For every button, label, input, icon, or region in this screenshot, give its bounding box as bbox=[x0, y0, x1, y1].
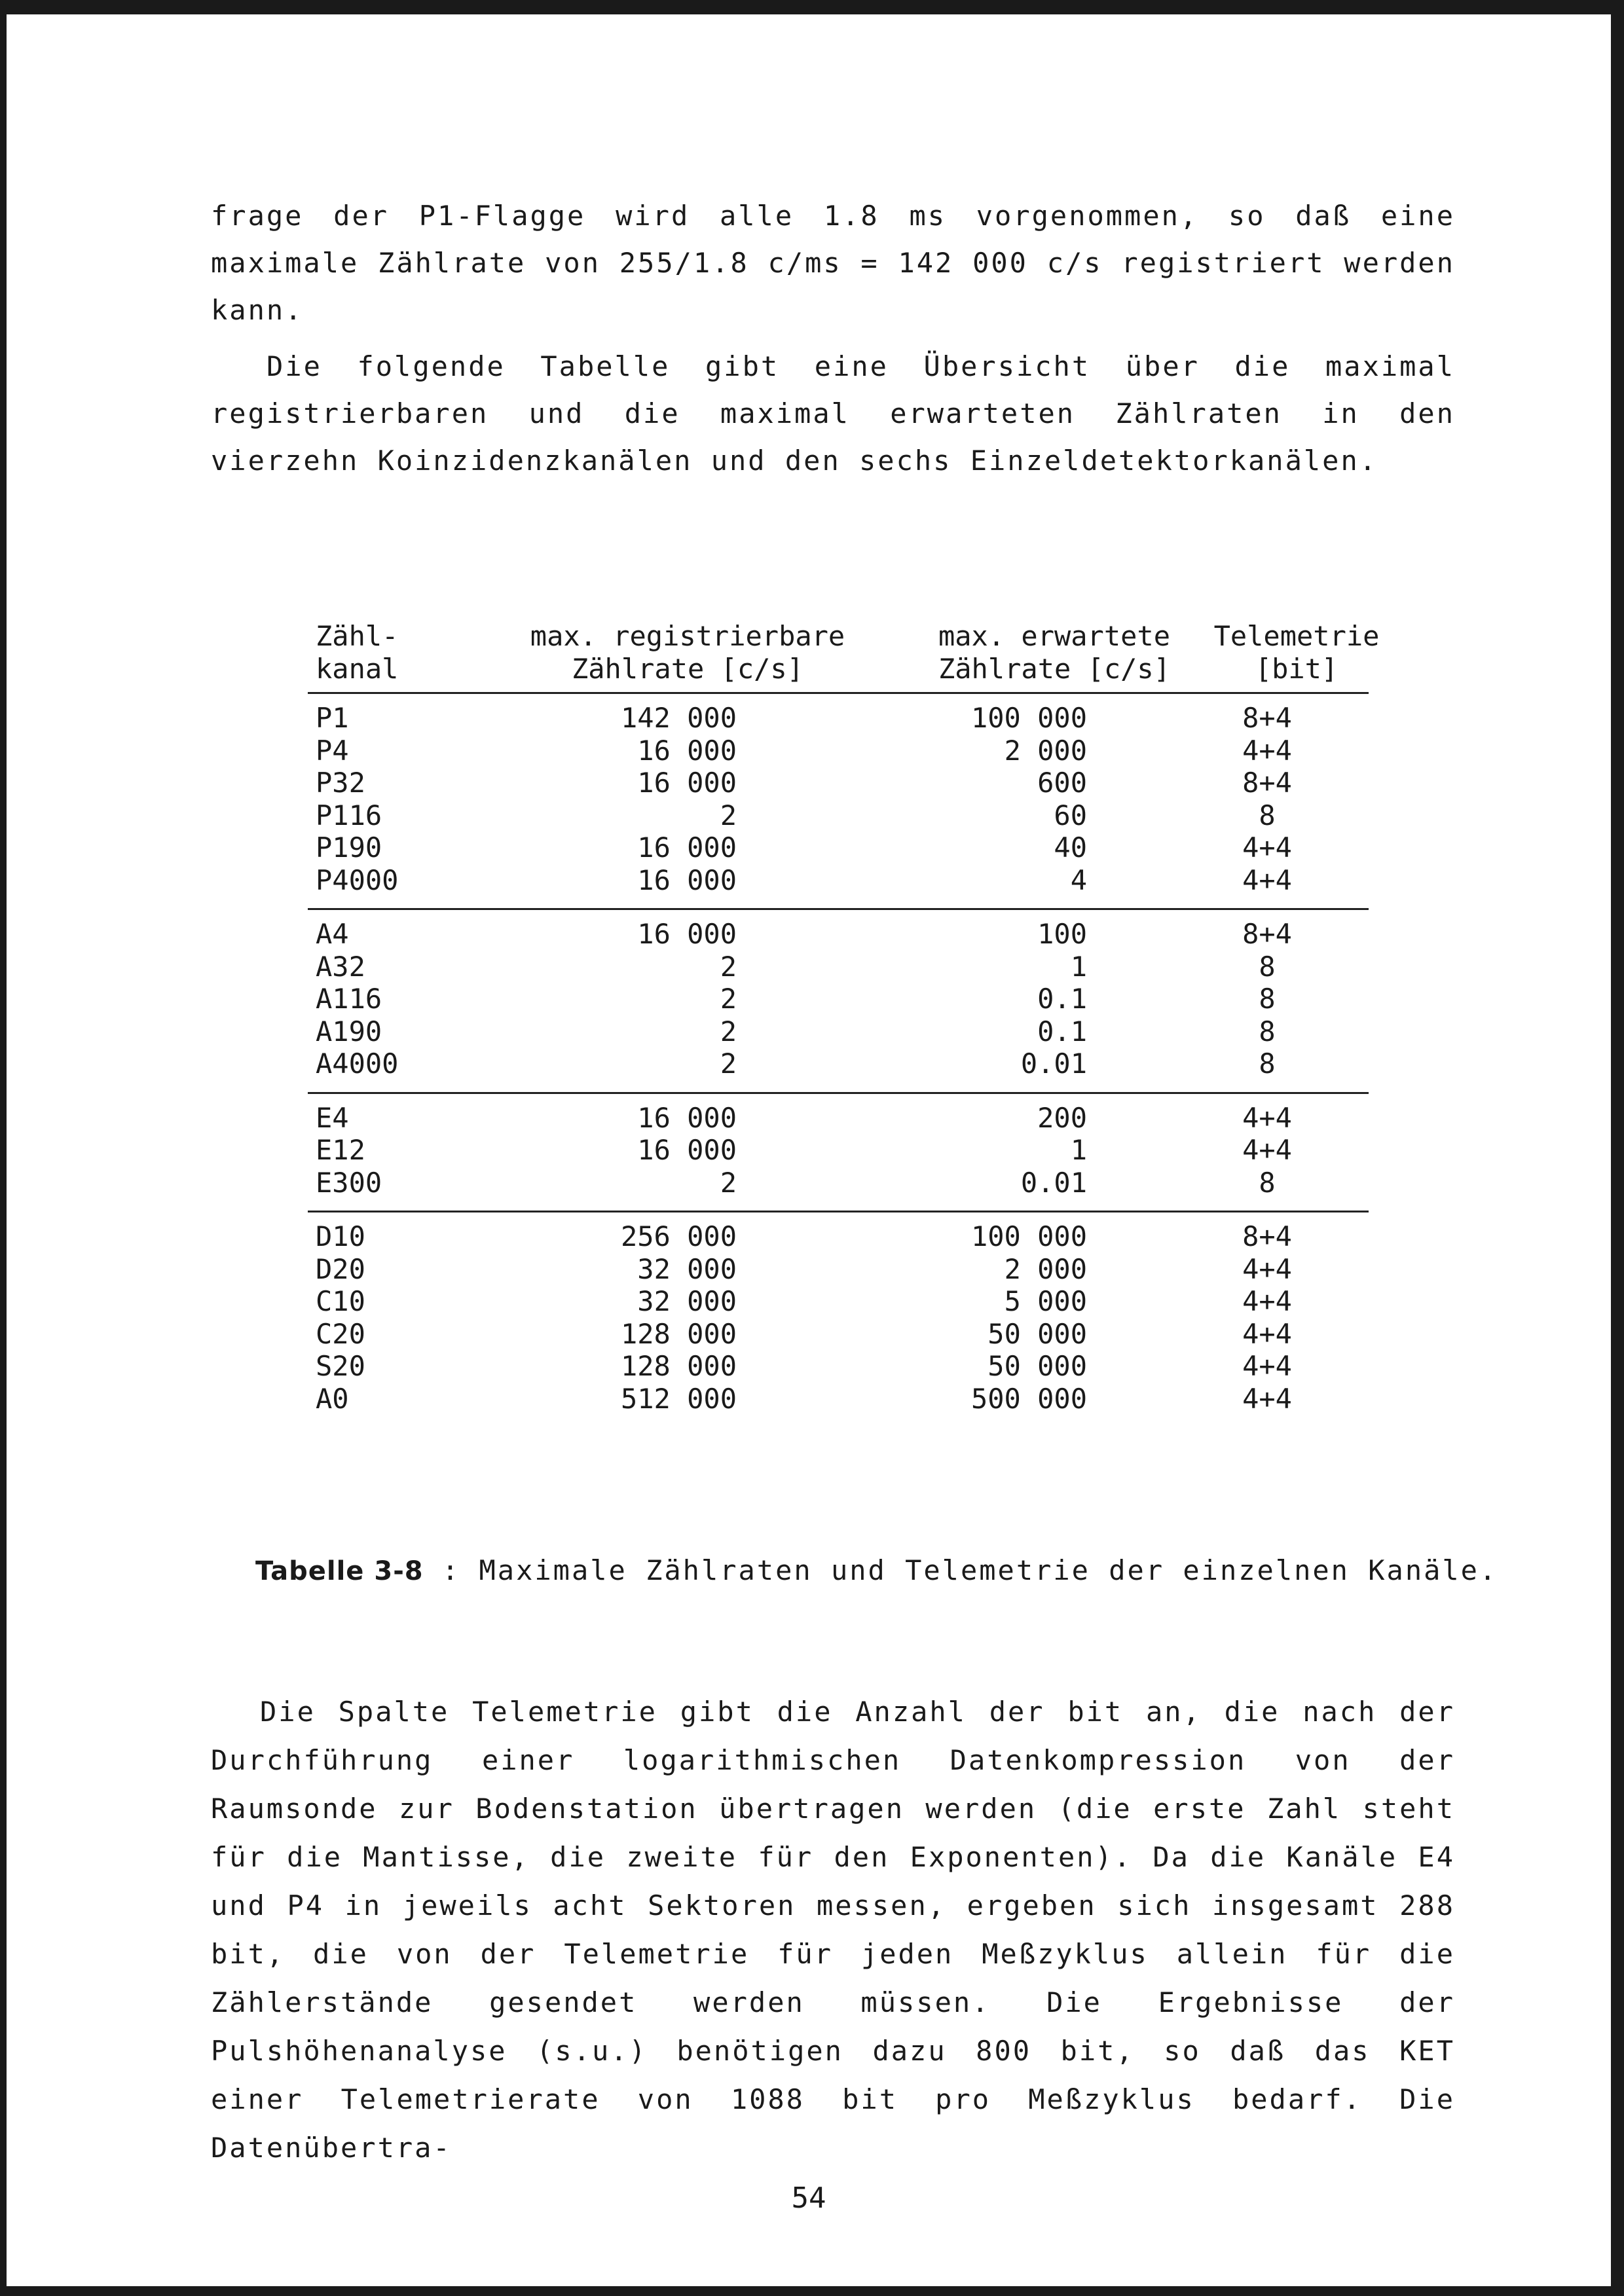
cell-registrierbar: 16 000 bbox=[637, 734, 737, 767]
header-telemetrie: Telemetrie [bit] bbox=[1213, 620, 1380, 685]
cell-telemetrie: 8+4 bbox=[1242, 767, 1292, 799]
cell-registrierbar: 2 bbox=[720, 983, 737, 1015]
cell-erwartet: 0.01 bbox=[1020, 1166, 1087, 1199]
table-row bbox=[308, 1318, 1369, 1351]
cell-kanal: P190 bbox=[316, 831, 382, 864]
table-row bbox=[308, 702, 1369, 735]
table-group bbox=[308, 1094, 1369, 1211]
cell-kanal: D20 bbox=[316, 1252, 365, 1285]
cell-erwartet: 100 bbox=[1037, 918, 1087, 950]
table-row bbox=[308, 983, 1369, 1015]
cell-kanal: P116 bbox=[316, 799, 382, 831]
cell-telemetrie: 8+4 bbox=[1242, 1220, 1292, 1252]
cell-erwartet: 200 bbox=[1037, 1101, 1087, 1134]
header-erwartet: max. erwartete Zählrate [c/s] bbox=[938, 620, 1170, 685]
cell-erwartet: 1 bbox=[1070, 1134, 1087, 1166]
table-body bbox=[308, 692, 1369, 1427]
cell-kanal: A190 bbox=[316, 1015, 382, 1048]
table-group bbox=[308, 910, 1369, 1092]
cell-kanal: E12 bbox=[316, 1134, 365, 1166]
cell-registrierbar: 256 000 bbox=[620, 1220, 737, 1252]
cell-erwartet: 1 bbox=[1070, 950, 1087, 983]
cell-kanal: E300 bbox=[316, 1166, 382, 1199]
header-kanal: Zähl- kanal bbox=[316, 620, 399, 685]
table-row bbox=[308, 1220, 1369, 1253]
cell-telemetrie: 4+4 bbox=[1242, 864, 1292, 896]
cell-telemetrie: 4+4 bbox=[1242, 1285, 1292, 1317]
table-row bbox=[308, 1048, 1369, 1080]
document-page bbox=[7, 14, 1611, 2286]
cell-registrierbar: 128 000 bbox=[620, 1350, 737, 1382]
table-group bbox=[308, 1212, 1369, 1427]
cell-telemetrie: 8 bbox=[1259, 1015, 1276, 1048]
cell-registrierbar: 16 000 bbox=[637, 864, 737, 896]
cell-telemetrie: 8+4 bbox=[1242, 702, 1292, 734]
table-row bbox=[308, 799, 1369, 832]
header-registrierbar: max. registrierbare Zählrate [c/s] bbox=[530, 620, 845, 685]
cell-registrierbar: 16 000 bbox=[637, 1101, 737, 1134]
cell-kanal: A116 bbox=[316, 983, 382, 1015]
table-row bbox=[308, 864, 1369, 897]
cell-telemetrie: 4+4 bbox=[1242, 831, 1292, 864]
cell-kanal: P4000 bbox=[316, 864, 399, 896]
cell-erwartet: 500 000 bbox=[970, 1382, 1087, 1415]
count-rate-table bbox=[308, 620, 1380, 1427]
table-row bbox=[308, 767, 1369, 799]
table-row bbox=[308, 1253, 1369, 1286]
cell-telemetrie: 8 bbox=[1259, 1048, 1276, 1080]
cell-kanal: S20 bbox=[316, 1350, 365, 1382]
cell-kanal: A4 bbox=[316, 918, 349, 950]
cell-telemetrie: 4+4 bbox=[1242, 1317, 1292, 1350]
cell-registrierbar: 128 000 bbox=[620, 1317, 737, 1350]
cell-erwartet: 60 bbox=[1054, 799, 1087, 831]
cell-kanal: P4 bbox=[316, 734, 349, 767]
table-row bbox=[308, 918, 1369, 951]
cell-erwartet: 100 000 bbox=[970, 1220, 1087, 1252]
cell-kanal: D10 bbox=[316, 1220, 365, 1252]
cell-kanal: A0 bbox=[316, 1382, 349, 1415]
cell-erwartet: 0.1 bbox=[1037, 1015, 1087, 1048]
cell-kanal: C20 bbox=[316, 1317, 365, 1350]
paragraph-table-intro: Die folgende Tabelle gibt eine Übersicht über die maximal registrierbaren und die maximal erwarteten Zählraten in den vierzehn Koinzidenzkanälen und den sechs Einzeldetektorkanälen. bbox=[211, 350, 1455, 477]
cell-registrierbar: 32 000 bbox=[637, 1285, 737, 1317]
cell-registrierbar: 2 bbox=[720, 799, 737, 831]
paragraph-telemetry: Die Spalte Telemetrie gibt die Anzahl der bit an, die nach der Durchführung einer logarithmischen Datenkompression von der Raumsonde zur Bodenstation übertragen werden (die erste Zahl steht für die Mantisse, die zweite für den Exponenten). Da die Kanäle E4 und P4 in jeweils acht Sektoren messen, ergeben sich insgesamt 288 bit, die von der Telemetrie für jeden Meßzyklus allein für die Zählerstände gesendet werden müssen. Die Ergebnisse der Pulshöhenanalyse (s.u.) benötigen dazu 800 bit, so daß das KET einer Telemetrierate von 1088 bit pro Meßzyklus bedarf. Die Datenübertra- bbox=[211, 1696, 1455, 2164]
cell-erwartet: 5 000 bbox=[1004, 1285, 1087, 1317]
cell-kanal: C10 bbox=[316, 1285, 365, 1317]
cell-registrierbar: 2 bbox=[720, 1166, 737, 1199]
cell-telemetrie: 4+4 bbox=[1242, 1252, 1292, 1285]
table-row bbox=[308, 1102, 1369, 1135]
cell-registrierbar: 142 000 bbox=[620, 702, 737, 734]
cell-registrierbar: 32 000 bbox=[637, 1252, 737, 1285]
cell-erwartet: 2 000 bbox=[1004, 1252, 1087, 1285]
cell-kanal: P32 bbox=[316, 767, 365, 799]
table-group bbox=[308, 694, 1369, 908]
cell-erwartet: 100 000 bbox=[970, 702, 1087, 734]
cell-registrierbar: 2 bbox=[720, 1048, 737, 1080]
cell-registrierbar: 2 bbox=[720, 1015, 737, 1048]
table-caption bbox=[255, 1554, 1498, 1586]
cell-telemetrie: 4+4 bbox=[1242, 1101, 1292, 1134]
cell-telemetrie: 4+4 bbox=[1242, 1134, 1292, 1166]
paragraph-intro: frage der P1-Flagge wird alle 1.8 ms vorgenommen, so daß eine maximale Zählrate von 255/1.8 c/ms = 142 000 c/s registriert werden kann. bbox=[211, 200, 1455, 326]
cell-telemetrie: 8+4 bbox=[1242, 918, 1292, 950]
cell-erwartet: 2 000 bbox=[1004, 734, 1087, 767]
cell-erwartet: 4 bbox=[1070, 864, 1087, 896]
cell-telemetrie: 8 bbox=[1259, 983, 1276, 1015]
cell-kanal: E4 bbox=[316, 1101, 349, 1134]
cell-kanal: P1 bbox=[316, 702, 349, 734]
cell-erwartet: 600 bbox=[1037, 767, 1087, 799]
cell-kanal: A4000 bbox=[316, 1048, 399, 1080]
cell-registrierbar: 16 000 bbox=[637, 1134, 737, 1166]
caption-text: Maximale Zählraten und Telemetrie der einzelnen Kanäle. bbox=[479, 1554, 1498, 1586]
cell-telemetrie: 4+4 bbox=[1242, 1382, 1292, 1415]
cell-kanal: A32 bbox=[316, 950, 365, 983]
table-row bbox=[308, 1383, 1369, 1415]
caption-separator: : bbox=[441, 1554, 461, 1586]
table-row bbox=[308, 1167, 1369, 1199]
cell-registrierbar: 16 000 bbox=[637, 767, 737, 799]
cell-erwartet: 0.01 bbox=[1020, 1048, 1087, 1080]
table-row bbox=[308, 1015, 1369, 1048]
cell-telemetrie: 8 bbox=[1259, 799, 1276, 831]
cell-telemetrie: 8 bbox=[1259, 1166, 1276, 1199]
cell-telemetrie: 4+4 bbox=[1242, 1350, 1292, 1382]
table-row bbox=[308, 1285, 1369, 1318]
page-number: 54 bbox=[791, 2181, 826, 2215]
cell-erwartet: 40 bbox=[1054, 831, 1087, 864]
cell-erwartet: 0.1 bbox=[1037, 983, 1087, 1015]
caption-label: Tabelle 3-8 bbox=[255, 1556, 424, 1586]
table-row bbox=[308, 735, 1369, 767]
table-row bbox=[308, 1350, 1369, 1383]
table-row bbox=[308, 951, 1369, 983]
cell-registrierbar: 2 bbox=[720, 950, 737, 983]
cell-registrierbar: 16 000 bbox=[637, 918, 737, 950]
cell-telemetrie: 4+4 bbox=[1242, 734, 1292, 767]
cell-telemetrie: 8 bbox=[1259, 950, 1276, 983]
table-row bbox=[308, 831, 1369, 864]
cell-registrierbar: 512 000 bbox=[620, 1382, 737, 1415]
cell-erwartet: 50 000 bbox=[987, 1317, 1087, 1350]
table-row bbox=[308, 1134, 1369, 1167]
cell-registrierbar: 16 000 bbox=[637, 831, 737, 864]
table-header bbox=[308, 620, 1380, 692]
cell-erwartet: 50 000 bbox=[987, 1350, 1087, 1382]
